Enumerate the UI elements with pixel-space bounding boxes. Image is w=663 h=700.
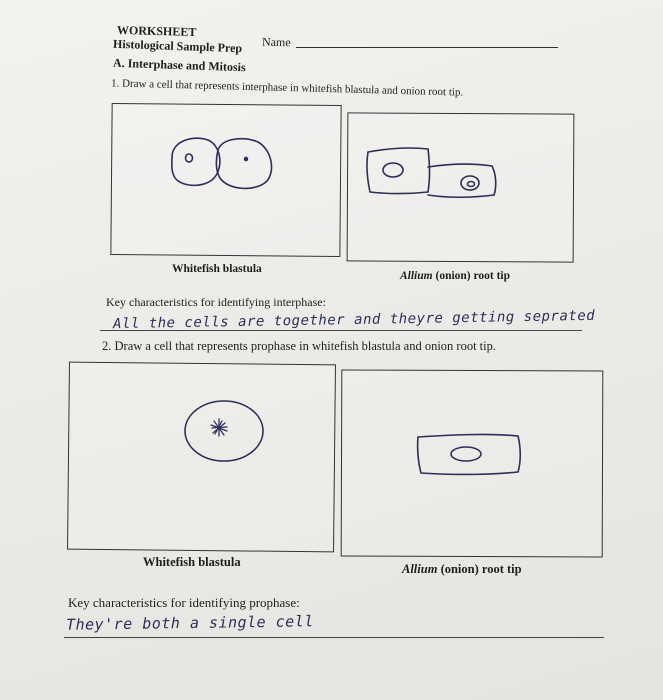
q2-right-caption-rest: (onion) root tip: [437, 562, 522, 576]
q1-prompt: 1. Draw a cell that represents interphase in whitefish blastula and onion root tip.: [110, 77, 464, 99]
q1-left-caption: Whitefish blastula: [172, 263, 262, 275]
q2-handwritten-answer: They're both a single cell: [65, 612, 314, 634]
worksheet-title: WORKSHEET: [116, 22, 197, 40]
q1-handwritten-answer: All the cells are together and theyre getting seprated: [112, 307, 596, 333]
q1-blastula-cell-right: [216, 139, 271, 189]
q1-onion-nucleolus: [468, 182, 475, 187]
q2-prompt: 2. Draw a cell that represents prophase in whitefish blastula and onion root tip.: [102, 339, 496, 353]
q2-key-label: Key characteristics for identifying prophase:: [68, 595, 300, 610]
q1-onion-nucleus-left: [383, 163, 403, 177]
q2-blastula-cell: [185, 401, 263, 461]
q2-onion-nucleus: [451, 447, 481, 461]
q1-blastula-nucleus-left: [186, 154, 193, 162]
q1-blastula-nucleus-right: [245, 157, 248, 160]
name-label: Name: [261, 34, 291, 50]
q1-onion-cell-left: [367, 148, 430, 194]
q1-key-label: Key characteristics for identifying interphase:: [106, 295, 326, 309]
q1-right-caption-genus: Allium: [400, 270, 433, 282]
section-heading: A. Interphase and Mitosis: [112, 55, 246, 75]
worksheet-subtitle: Histological Sample Prep: [112, 36, 243, 56]
q1-onion-nucleus-right: [461, 176, 479, 190]
q2-onion-cell: [418, 434, 521, 474]
q1-right-caption-rest: (onion) root tip: [432, 270, 511, 282]
q1-blastula-cell-left: [172, 138, 220, 185]
q2-chromatin-star: [211, 419, 227, 436]
q2-left-caption: Whitefish blastula: [143, 555, 241, 569]
q2-right-caption-genus: Allium: [402, 562, 438, 576]
